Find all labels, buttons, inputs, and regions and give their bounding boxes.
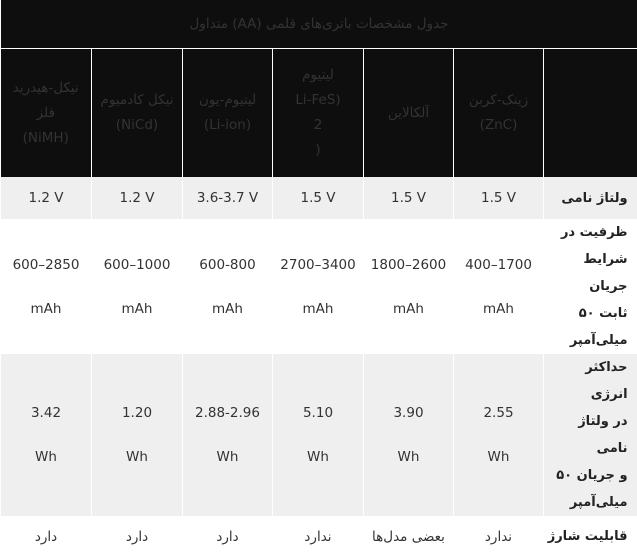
table-cell: بعضی مدل‌ها: [364, 516, 454, 557]
table-cell: دارد: [183, 516, 273, 557]
cell-value: 3.90: [364, 405, 453, 421]
table-cell: 1.5 V: [273, 177, 364, 219]
row-label-voltage: ولتاژ نامی: [544, 177, 637, 219]
table-cell: 3.6-3.7 V: [183, 177, 273, 219]
column-header-line: (NiMH): [1, 126, 92, 151]
cell-unit: Wh: [273, 449, 363, 465]
column-header-line: لیتیوم-یون: [183, 88, 272, 113]
row-label-charge: قابلیت شارژ: [544, 516, 637, 557]
cell-unit: Wh: [1, 449, 91, 465]
column-header-line: نیکل کادمیوم: [92, 88, 182, 113]
column-header-line: Li-FeS): [273, 88, 363, 113]
column-header-alkaline: [364, 49, 454, 178]
cell-value: 5.10: [273, 405, 363, 421]
column-header-nicd: [92, 49, 183, 178]
table-cell: [92, 354, 183, 516]
cell-unit: mAh: [183, 301, 272, 317]
column-header-line: فلز: [1, 101, 92, 126]
row-label-header: [544, 49, 637, 178]
table-cell: [273, 354, 364, 516]
cell-unit: mAh: [364, 301, 453, 317]
table-row-charge: [1, 516, 637, 557]
column-header-line: (ZnC): [454, 113, 543, 138]
row-label-line: و جریان ۵۰: [544, 462, 628, 489]
table-row-voltage: [1, 177, 637, 219]
row-label-line: شرایط جریان: [544, 246, 628, 300]
column-header-line: لیتیوم: [273, 63, 363, 88]
table-cell: [454, 354, 544, 516]
cell-value: 2700–3400: [273, 257, 363, 273]
table-cell: ندارد: [273, 516, 364, 557]
column-header-zinc-carbon: [454, 49, 544, 178]
table-cell: دارد: [92, 516, 183, 557]
cell-value: 3.42: [1, 405, 91, 421]
row-label-energy: [544, 354, 637, 516]
cell-value: 2.55: [454, 405, 543, 421]
table-row-energy: [1, 354, 637, 516]
table-cell: [183, 354, 273, 516]
table-cell: 1.5 V: [454, 177, 544, 219]
column-header-li-ion: [183, 49, 273, 178]
table-header-row: [1, 49, 637, 178]
table-cell: [273, 219, 364, 354]
table-cell: 1.2 V: [92, 177, 183, 219]
table-cell: دارد: [1, 516, 92, 557]
cell-unit: Wh: [454, 449, 543, 465]
cell-value: 600-800: [183, 257, 272, 273]
table-cell: [1, 354, 92, 516]
cell-value: 2.88-2.96: [183, 405, 272, 421]
table-cell: [454, 219, 544, 354]
table-title-row: [1, 0, 637, 49]
cell-unit: Wh: [183, 449, 272, 465]
cell-value: 1800–2600: [364, 257, 453, 273]
table-cell: [183, 219, 273, 354]
row-label-line: میلی‌آمپر: [544, 489, 628, 516]
row-label-line: ظرفیت در: [544, 219, 628, 246]
column-header-line: آلکالاین: [364, 101, 453, 126]
row-label-line: میلی‌آمپر: [544, 327, 628, 354]
cell-unit: mAh: [454, 301, 543, 317]
table-cell: [364, 219, 454, 354]
table-cell: [92, 219, 183, 354]
column-header-nimh: [1, 49, 92, 178]
cell-unit: mAh: [273, 301, 363, 317]
cell-unit: mAh: [1, 301, 91, 317]
table-cell: 1.5 V: [364, 177, 454, 219]
row-label-capacity: [544, 219, 637, 354]
table-cell: [1, 219, 92, 354]
table-cell: ندارد: [454, 516, 544, 557]
column-header-line: (Li-ion): [183, 113, 272, 138]
column-header-line: ): [273, 138, 363, 163]
row-label-line: حداکثر انرژی: [544, 354, 628, 408]
column-header-lithium: [273, 49, 364, 178]
cell-value: 400–1700: [454, 257, 543, 273]
column-header-line: 2: [273, 113, 363, 138]
table-cell: 1.2 V: [1, 177, 92, 219]
cell-value: 600–1000: [92, 257, 182, 273]
row-label-line: ثابت ۵۰: [544, 300, 628, 327]
column-header-line: (NiCd): [92, 113, 182, 138]
table-row-capacity: [1, 219, 637, 354]
cell-unit: mAh: [92, 301, 182, 317]
cell-value: 1.20: [92, 405, 182, 421]
cell-unit: Wh: [364, 449, 453, 465]
cell-unit: Wh: [92, 449, 182, 465]
cell-value: 600–2850: [1, 257, 91, 273]
column-header-line: زینک-کربن: [454, 88, 543, 113]
column-header-line: نیکل-هیدرید: [1, 76, 92, 101]
table-title: جدول مشخصات باتری‌های قلمی (AA) متداول: [1, 0, 637, 49]
row-label-line: در ولتاژ نامی: [544, 408, 628, 462]
table-cell: [364, 354, 454, 516]
